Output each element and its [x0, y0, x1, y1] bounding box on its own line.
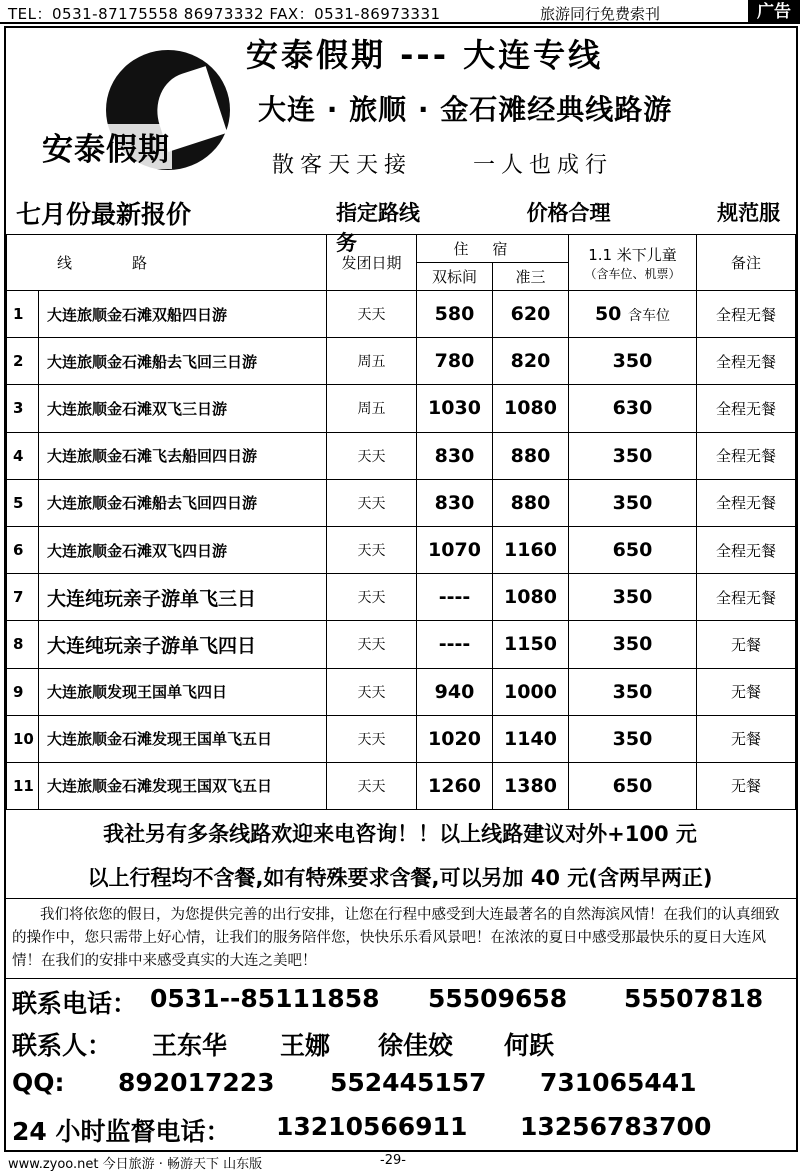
row-number: 2	[7, 338, 39, 385]
price-double: 780	[417, 338, 493, 385]
departure-date: 周五	[327, 338, 417, 385]
price-triple: 820	[493, 338, 569, 385]
child-price-value: 650	[612, 539, 653, 562]
row-note: 全程无餐	[697, 291, 796, 338]
child-price-value: 350	[612, 633, 653, 656]
route-name: 大连纯玩亲子游单飞三日	[39, 574, 327, 621]
qq-number: 892017223	[118, 1068, 275, 1097]
table-row	[7, 479, 796, 526]
contact-person: 何跃	[504, 1031, 555, 1060]
logo-text: 安泰假期	[40, 124, 172, 169]
row-note: 全程无餐	[697, 385, 796, 432]
price-triple: 1080	[493, 574, 569, 621]
price-double: ----	[417, 621, 493, 668]
slogan-item: 价格合理	[526, 201, 611, 225]
price-child	[569, 668, 697, 715]
row-note: 全程无餐	[697, 574, 796, 621]
price-double: 1260	[417, 762, 493, 809]
slogan-item: 规范服务	[336, 201, 781, 255]
price-child	[569, 432, 697, 479]
company-logo	[36, 38, 232, 168]
price-triple: 1000	[493, 668, 569, 715]
slogan-item: 指定路线	[336, 201, 420, 225]
child-price-value: 350	[612, 727, 653, 750]
header-double: 双标间	[417, 263, 493, 291]
divider	[6, 978, 796, 979]
child-price-value: 350	[612, 680, 653, 703]
qq-label: QQ:	[12, 1068, 65, 1097]
row-note: 无餐	[697, 621, 796, 668]
header-date: 发团日期	[327, 235, 417, 291]
row-number: 8	[7, 621, 39, 668]
price-triple: 1150	[493, 621, 569, 668]
supervise-number: 13210566911	[276, 1112, 468, 1141]
route-name: 大连旅顺金石滩双船四日游	[39, 291, 327, 338]
route-name: 大连旅顺金石滩双飞四日游	[39, 526, 327, 573]
notice-line-1: 我社另有多条线路欢迎来电咨询！！以上线路建议对外+100 元	[103, 822, 697, 846]
departure-date: 天天	[327, 291, 417, 338]
contact-person: 王娜	[280, 1031, 331, 1060]
price-child	[569, 526, 697, 573]
price-child	[569, 291, 697, 338]
price-child	[569, 621, 697, 668]
supervise-number: 13256783700	[520, 1112, 712, 1141]
child-price-note: 含车位	[628, 308, 671, 325]
child-price-value: 350	[612, 444, 653, 467]
row-number: 4	[7, 432, 39, 479]
route-name: 大连旅顺金石滩双飞三日游	[39, 385, 327, 432]
row-note: 全程无餐	[697, 432, 796, 479]
departure-date: 天天	[327, 479, 417, 526]
row-number: 7	[7, 574, 39, 621]
price-double: 1020	[417, 715, 493, 762]
row-note: 无餐	[697, 715, 796, 762]
phone-label: 联系电话：	[12, 989, 138, 1018]
person-label: 联系人：	[12, 1031, 113, 1060]
price-triple: 1380	[493, 762, 569, 809]
tel-fax-text: TEL：0531-87175558 86973332 FAX：0531-86973331	[8, 5, 441, 23]
price-table	[6, 234, 796, 810]
table-row	[7, 385, 796, 432]
row-number: 5	[7, 479, 39, 526]
row-number: 9	[7, 668, 39, 715]
page-title: 安泰假期 --- 大连专线	[246, 36, 604, 74]
row-number: 10	[7, 715, 39, 762]
table-body	[7, 291, 796, 810]
child-price-value: 350	[612, 491, 653, 514]
header-lodging: 住宿	[417, 235, 569, 263]
departure-date: 周五	[327, 385, 417, 432]
contact-person: 徐佳姣	[378, 1031, 454, 1060]
qq-number: 552445157	[330, 1068, 487, 1097]
phone-number: 0531--85111858	[150, 984, 380, 1013]
price-child	[569, 385, 697, 432]
price-title: 七月份最新报价	[16, 200, 192, 229]
table-row	[7, 621, 796, 668]
departure-date: 天天	[327, 715, 417, 762]
row-number: 3	[7, 385, 39, 432]
price-child	[569, 574, 697, 621]
price-double: 1030	[417, 385, 493, 432]
table-row	[7, 526, 796, 573]
page-number: -29-	[380, 1153, 406, 1168]
price-triple: 1080	[493, 385, 569, 432]
row-note: 全程无餐	[697, 479, 796, 526]
phone-number: 55509658	[428, 984, 568, 1013]
table-row	[7, 668, 796, 715]
row-number: 6	[7, 526, 39, 573]
price-triple: 880	[493, 432, 569, 479]
price-double: 830	[417, 479, 493, 526]
departure-date: 天天	[327, 621, 417, 668]
price-child	[569, 762, 697, 809]
price-double: 580	[417, 291, 493, 338]
intro-paragraph: 我们将依您的假日，为您提供完善的出行安排，让您在行程中感受到大连最著名的自然海滨风情！在我们的认真细致的操作中，您只需带上好心情，让我们的服务陪伴您，快快乐乐看风景吧！在浓浓的夏日中感受那最快乐的夏日大连风情！在我们的安排中来感受真实的大连之美吧！	[12, 907, 780, 969]
route-name: 大连旅顺金石滩发现王国双飞五日	[39, 762, 327, 809]
departure-date: 天天	[327, 668, 417, 715]
top-header-bar	[0, 0, 800, 24]
price-double: 940	[417, 668, 493, 715]
divider	[6, 898, 796, 899]
footer-text: www.zyoo.net 今日旅游 · 畅游天下 山东版	[8, 1157, 263, 1172]
supervise-label: 24 小时监督电话：	[12, 1117, 231, 1146]
header-child	[569, 235, 697, 291]
footer	[8, 1153, 406, 1172]
table-row	[7, 338, 796, 385]
free-magazine-text: 旅游同行免费索刊	[540, 5, 661, 23]
price-triple: 880	[493, 479, 569, 526]
route-name: 大连旅顺金石滩船去飞回三日游	[39, 338, 327, 385]
row-note: 全程无餐	[697, 526, 796, 573]
route-name: 大连旅顺发现王国单飞四日	[39, 668, 327, 715]
table-header-row	[7, 235, 796, 263]
table-row	[7, 715, 796, 762]
child-price-value: 350	[612, 586, 653, 609]
price-child	[569, 479, 697, 526]
price-triple: 620	[493, 291, 569, 338]
row-number: 1	[7, 291, 39, 338]
qq-number: 731065441	[540, 1068, 697, 1097]
price-triple: 1160	[493, 526, 569, 573]
row-note: 全程无餐	[697, 338, 796, 385]
header-triple: 准三	[493, 263, 569, 291]
ad-badge: 广告	[748, 0, 800, 24]
route-name: 大连纯玩亲子游单飞四日	[39, 621, 327, 668]
tagline: 散客天天接 一人也成行	[272, 153, 613, 178]
notice-line-2: 以上行程均不含餐,如有特殊要求含餐,可以另加 40 元(含两早两正)	[87, 866, 713, 890]
header-note: 备注	[697, 235, 796, 291]
row-number: 11	[7, 762, 39, 809]
departure-date: 天天	[327, 526, 417, 573]
table-row	[7, 762, 796, 809]
price-double: ----	[417, 574, 493, 621]
price-double: 830	[417, 432, 493, 479]
child-price-value: 650	[612, 774, 653, 797]
departure-date: 天天	[327, 574, 417, 621]
table-row	[7, 291, 796, 338]
departure-date: 天天	[327, 432, 417, 479]
price-child	[569, 338, 697, 385]
contact-person: 王东华	[152, 1031, 228, 1060]
child-price-value: 50	[594, 303, 622, 326]
table-row	[7, 574, 796, 621]
price-child	[569, 715, 697, 762]
page-subtitle: 大连 · 旅顺 · 金石滩经典线路游	[258, 93, 673, 126]
child-price-value: 630	[612, 397, 653, 420]
route-name: 大连旅顺金石滩飞去船回四日游	[39, 432, 327, 479]
child-price-value: 350	[612, 350, 653, 373]
departure-date: 天天	[327, 762, 417, 809]
route-name: 大连旅顺金石滩船去飞回四日游	[39, 479, 327, 526]
phone-number: 55507818	[624, 984, 764, 1013]
price-triple: 1140	[493, 715, 569, 762]
table-row	[7, 432, 796, 479]
header-child-sub: （含车位、机票）	[584, 266, 681, 281]
row-note: 无餐	[697, 668, 796, 715]
row-note: 无餐	[697, 762, 796, 809]
header-route: 线路	[7, 235, 327, 291]
header-child-label: 1.1 米下儿童	[588, 245, 677, 264]
price-double: 1070	[417, 526, 493, 573]
route-name: 大连旅顺金石滩发现王国单飞五日	[39, 715, 327, 762]
